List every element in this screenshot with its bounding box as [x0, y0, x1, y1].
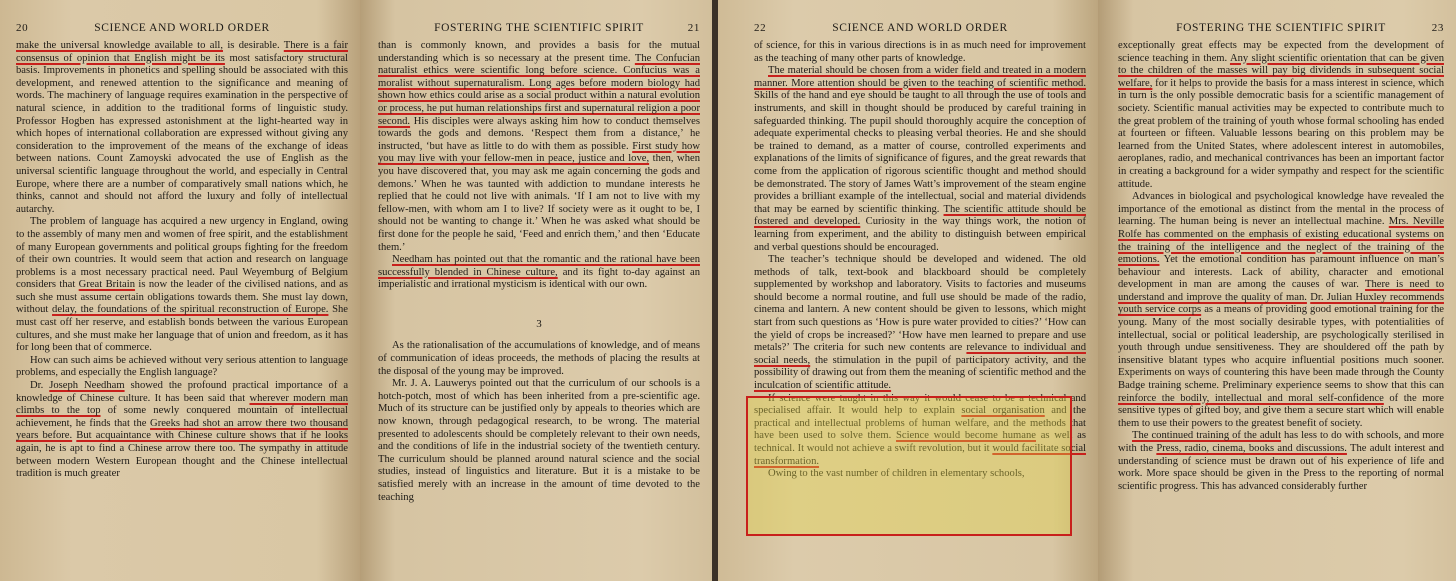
- page-number: 20: [16, 22, 29, 34]
- underlined-text: relevance to individual and social needs,: [754, 342, 1086, 366]
- text-run: As the rationalisation of the accumulations of knowledge, and of means of communication of ideas proceeds, the methods of placing the results at the disposal of the young may be improved.: [378, 340, 700, 377]
- text-run: Skills of the hand and eye should be taught to all through the use of tools and instruments, and skill in thought should be produced by careful training in safeguarded thinking. The pupil should thoroughly acquire the conception of adequate experimental checks to pleasing verbal theories. He and she should be trained to demand, as a matter of course, controlled experiments and explanations of the limits of significance of figures, and the great rewards that come from the application of rigorous scientific thought and method should be demonstrated. The story of James Watt’s improvement of the steam engine provides a brilliant example of the intellectual, social and material dividends that may be earned by scientific thinking.: [754, 90, 1086, 215]
- text-run: The adult interest and understanding of science must be drawn out of his experience of life and work. More space should be given in the Press to the reporting of normal scientific progress. This has advanced considerably further: [1118, 443, 1444, 492]
- underlined-text: Press, radio, cinema, books and discussions.: [1156, 443, 1347, 454]
- underlined-text: There is a fair consensus of opinion that English might be its: [16, 40, 348, 64]
- text-run: of the more sensitive types of gifted boy, and give them a secure start which will enable them to use their powers to the greatest benefit of society.: [1118, 392, 1444, 429]
- text-run: Dr.: [30, 380, 50, 392]
- text-run: She must cast off her reserve, and establish bonds between the various European cultures, and she must make her language that of union and freedom, as it has for long been that of commerce.: [16, 304, 348, 354]
- underlined-text: inculcation of scientific attitude.: [754, 380, 892, 392]
- paragraph: [16, 380, 348, 481]
- paragraph: [1118, 430, 1444, 493]
- paragraph: [754, 65, 1086, 254]
- underlined-text: would facilitate social transformation.: [754, 443, 1086, 467]
- text-run: Advances in biological and psychological knowledge have revealed the importance of the emotional as distinct from the mental in the process of learning. The human being is never an intellectual machine.: [1118, 191, 1444, 228]
- paragraph: [754, 393, 1086, 469]
- paragraph: [378, 340, 700, 378]
- running-head: [754, 22, 1086, 34]
- underlined-text: Greeks had shot an arrow there two thousand years before.: [16, 417, 349, 442]
- running-head: [16, 22, 348, 34]
- text-run: Mr. J. A. Lauwerys pointed out that the curriculum of our schools is a hotch-potch, most of which has been inherited from a pre-scientific age. Much of its structure can be justified only by appeals to theories which are now known, through pedagogical research, to be wrong. The material presented to adolescents should be completely relevant to their own needs, and the conditions of life in the industrial society of the twentieth century. The curriculum should be planned around natural science and the social studies, instead of linguistics and literature. But it is a mistake to be satisfied merely with an increase in the amount of time devoted to the teaching: [378, 378, 700, 503]
- paragraph: [378, 378, 700, 504]
- running-head-title: SCIENCE AND WORLD ORDER: [832, 22, 1008, 34]
- underlined-text: Dr. Julian Huxley recommends youth service corps: [1118, 291, 1444, 316]
- text-run: is desirable.: [222, 40, 284, 51]
- underlined-text: Great Britain: [78, 279, 136, 291]
- paragraph: [754, 468, 1086, 481]
- page-20: [0, 0, 360, 581]
- paragraph: [378, 40, 700, 254]
- text-run: Curiosity in the way things work, the notion of learning from experiment, and the ability to distinguish between empirical and verbal questions should be encouraged.: [754, 216, 1086, 253]
- underlined-text: make the universal knowledge available to all,: [16, 40, 223, 51]
- underlined-text: Any slight scientific orientation that can be given to the children of the masses will pay big dividends in subsequent social welfare,: [1118, 52, 1444, 89]
- underlined-text: The material should be chosen from a wider field and treated in a modern manner. More attention should be given to the teaching of scientific method.: [754, 65, 1086, 89]
- text-run: The problem of language has acquired a new urgency in England, owing to the assembly of many men and women of free spirit, and the establishment of many European governments and political groups fighting for the freedom of their own countries. It would seem that action and research on language problems is a most necessary practical need. Paul Weyemburg of Belgium considers that: [16, 216, 348, 291]
- underlined-text: delay, the foundations of the spiritual reconstruction of Europe.: [52, 304, 329, 316]
- running-head: [1118, 22, 1444, 34]
- paragraph: [1118, 191, 1444, 430]
- paragraph: [754, 254, 1086, 393]
- text-run: and its fight to-day against an imperialistic and irrational mysticism is identical with our own.: [378, 266, 701, 291]
- text-run: and the practical and intellectual problems of human welfare, and the methods that have been used to solve them.: [754, 405, 1086, 442]
- page-21: [360, 0, 712, 581]
- text-run: most satisfactory structural basis. Improvements in phonetics and spelling should be associated with this development, and renewed attention to the significance and meaning of words. The machinery of language requires examination in the perspective of natural science, in addition to the traditional forms of linguistic study. Professor Hogben has expressed astonishment at the light-hearted way in which hopes of international collaboration are expressed without giving any consideration to the improvement of the means of the exchange of ideas between nations. Count Zamoyski advocated the use of English as the universal scientific language throughout the world, and especially in Central Europe, where there are a number of comparatively small nations which, he thinks, cannot and should not afford the luxury and folly of intellectual autarchy.: [16, 52, 348, 215]
- section-number: 3: [536, 317, 542, 330]
- text-run: If science were taught in this way it would cease to be a technical and specialised affair. It would help to explain: [754, 392, 1086, 417]
- text-run: has less to do with schools, and more with the: [1118, 430, 1444, 454]
- running-head-title: FOSTERING THE SCIENTIFIC SPIRIT: [1176, 22, 1386, 34]
- right-spread: [718, 0, 1456, 581]
- page-23: [1098, 0, 1456, 581]
- text-run: The teacher’s technique should be developed and widened. The old methods of talk, text-book and blackboard should be completely supplemented by workshop and laboratory. Visits to factories and museums should become a normal routine, and full use should be made of the radio, cinema and lantern. A new content should be given to lessons, which might start from such questions as ‘How is pure water provided to cities?’ ‘How can the yield of crops be increased?’ ‘How have men learned to prepare and use metals?’ The criteria for such new contents are: [754, 254, 1086, 354]
- text-run: as well as technical. It would not achieve a swift revolution, but it: [754, 430, 1086, 454]
- paragraph: [754, 40, 1086, 65]
- underlined-text: Joseph Needham: [49, 380, 125, 392]
- text-run: the stimulation in the pupil of participatory activity, and the possibility of drawing out from them the meaning of scientific method and the: [754, 354, 1086, 379]
- text-run: Yet the emotional condition has paramount influence on man’s behaviour and interests. Lack of ability, character and emotional development in man are among the causes of war.: [1118, 254, 1444, 291]
- underlined-text: Science would become humane: [896, 430, 1036, 442]
- underlined-text: First study how you may live with your fellow-men in peace, justice and love,: [378, 140, 700, 165]
- text-run: of science, for this in various directions is in as much need for improvement as the teaching of many other parts of knowledge.: [754, 40, 1086, 64]
- underlined-text: The scientific attitude should be fostered and developed.: [754, 203, 1086, 228]
- page-number: 22: [754, 22, 767, 34]
- text-run: How can such aims be achieved without very serious attention to language problems, and especially the English language?: [16, 354, 348, 379]
- running-head: [378, 22, 700, 34]
- left-spread: [0, 0, 712, 581]
- text-run: as a means of providing good emotional training for the young. Many of the most socially desirable types, with potentialities of intellectual, social or political leadership, are psychologically sterilised in youth through undue sensitiveness. They are shouldered off the path by insensitive blatant types who acquire influential positions much sooner. Experiments on ways of countering this have been made through the County Badge training scheme. Preliminary experience seems to show that this can: [1118, 304, 1444, 392]
- text-run: then, when you have discovered that, you may ask me again concerning the gods and demons.’ When he was taunted with addiction to mundane interests he replied that he could not live with animals. ‘If I am not to live with my fellow-men, with whom am I to live? If society were as it ought to be, I should not be wanting to change it.’ When he was asked what should be first done for the people he said, ‘Feed and enrich them,’ and then ‘Educate them.’: [378, 153, 700, 253]
- underlined-text: Needham has pointed out that the romantic and the rational have been successfully blended in Chinese culture,: [378, 254, 700, 278]
- text-run: again, he is apt to find a Chinese arrow there too. The sympathy in attitude between modern Western European thought and the Chinese intellectual tradition is much greater: [16, 443, 348, 480]
- running-head-title: SCIENCE AND WORLD ORDER: [94, 22, 270, 34]
- paragraph: [16, 216, 348, 355]
- text-run: is now the leader of the civilised nations, and as such she must assume certain obligations towards them. She must lay down, without: [16, 279, 348, 316]
- underlined-text: The Confucian naturalist ethics were scientific long before science. Confucius was a moralist without supernaturalism. Long ages before modern biology had shown how ethics could arise as a social product within a natural evolution or process, he put human relationships first and supernatural religion a poor second.: [378, 52, 700, 127]
- text-run: for it helps to provide the basis for a mass interest in science, which in turn is the only possible democratic basis for a scientific management of society. Scientific manual activities may be expected to contribute much to the great problem of the training of youth whose formal schooling has ended at fourteen or fifteen. Valuable lessons bearing on this problem may be learned from the United States, where adolescent interest in automobiles, aeroplanes, radio, and mechanical contrivances has been an important factor in creating a background for a wider sympathy and respect for the scientific attitude.: [1118, 77, 1444, 190]
- paragraph: [1118, 40, 1444, 191]
- text-run: showed the profound practical importance of a knowledge of Chinese culture. It has been said that: [16, 380, 349, 404]
- paragraph: [378, 254, 700, 292]
- underlined-text: wherever modern man climbs to the top: [16, 392, 348, 417]
- page-body: [1118, 40, 1444, 493]
- underlined-text: Mrs. Neville Rolfe has commented on the emphasis of existing educational systems on the training of the intelligence and the neglect of the training of the emotions.: [1118, 216, 1444, 266]
- page-22: [718, 0, 1098, 581]
- page-body: [378, 40, 700, 504]
- paragraph: [16, 40, 348, 216]
- page-body: [16, 40, 348, 481]
- page-number: 23: [1431, 22, 1444, 34]
- paragraph: [16, 355, 348, 380]
- text-run: than is commonly known, and provides a basis for the mutual understanding which is so necessary at the present time.: [378, 40, 700, 64]
- underlined-text: There is need to understand and improve the quality of man.: [1118, 279, 1444, 303]
- text-run: His disciples were always asking him how to conduct themselves towards the gods and demons. ‘Respect them from a distance,’ he instructed, ‘but have as little to do with them as possible.: [378, 115, 700, 152]
- running-head-title: FOSTERING THE SCIENTIFIC SPIRIT: [434, 22, 644, 34]
- text-run: exceptionally great effects may be expected from the development of science teaching in them.: [1118, 40, 1444, 64]
- page-number: 21: [687, 22, 700, 34]
- underlined-text: social organisation: [961, 405, 1045, 417]
- underlined-text: reinforce the bodily, intellectual and moral self-confidence: [1118, 392, 1384, 404]
- text-run: of some newly conquered mountain of intellectual achievement, he finds that the: [16, 405, 348, 429]
- underlined-text: But acquaintance with Chinese culture shows that if he looks: [76, 430, 349, 442]
- page-body: [754, 40, 1086, 481]
- text-run: Owing to the vast number of children in elementary schools,: [768, 468, 1025, 480]
- underlined-text: The continued training of the adult: [1132, 430, 1282, 442]
